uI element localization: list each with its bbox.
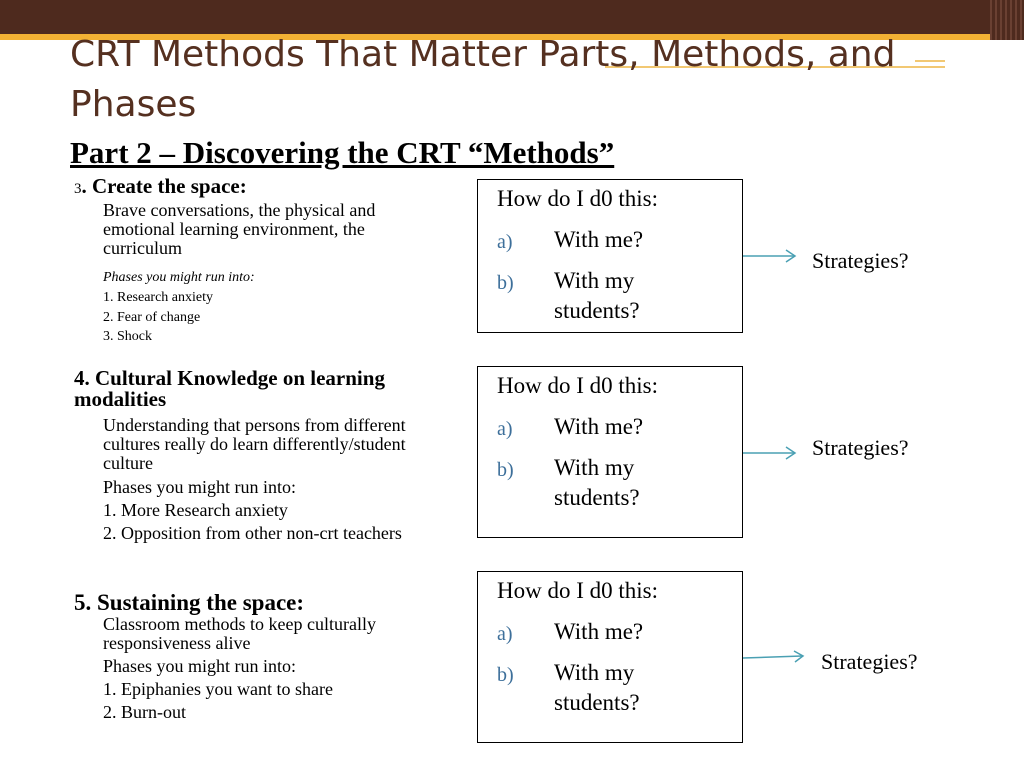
section-heading: 5. Sustaining the space:	[74, 590, 305, 615]
arrow-right-icon	[742, 248, 798, 264]
section-number: 3	[74, 181, 82, 197]
list-text: With me?	[554, 619, 644, 644]
how-box	[477, 366, 743, 538]
phase-item: 1. Research anxiety	[103, 290, 214, 305]
list-text: With my students?	[554, 660, 640, 715]
phases-label: Phases you might run into:	[103, 270, 255, 285]
strategies-label: Strategies?	[812, 248, 909, 273]
list-letter: a)	[497, 231, 513, 253]
slide-subtitle: Part 2 – Discovering the CRT “Methods”	[70, 135, 615, 170]
list-letter: a)	[497, 623, 513, 645]
section-description: Understanding that persons from different cultures really do learn differently/student culture	[103, 415, 406, 473]
phase-item: 2. Opposition from other non-crt teachers	[103, 523, 402, 543]
box-question: How do I d0 this:	[497, 186, 658, 211]
slide-title: CRT Methods That Matter Parts, Methods, and Phases	[70, 34, 896, 125]
phases-label: Phases you might run into:	[103, 656, 296, 676]
header-stripes	[990, 0, 1024, 40]
how-box	[477, 179, 743, 333]
phase-item: 1. Epiphanies you want to share	[103, 679, 333, 699]
arrow-right-icon	[742, 445, 798, 461]
phase-item: 2. Burn-out	[103, 702, 186, 722]
list-letter: a)	[497, 418, 513, 440]
list-text: With my students?	[554, 455, 640, 510]
list-letter: b)	[497, 459, 514, 481]
header-bar	[0, 0, 1024, 34]
list-text: With my students?	[554, 268, 640, 323]
phases-label: Phases you might run into:	[103, 477, 296, 497]
arrow-right-icon	[742, 650, 806, 666]
phase-item: 3. Shock	[103, 329, 152, 344]
section-heading: 4. Cultural Knowledge on learning modalities	[74, 366, 385, 411]
list-letter: b)	[497, 664, 514, 686]
strategies-label: Strategies?	[821, 649, 918, 674]
box-question: How do I d0 this:	[497, 373, 658, 398]
list-letter: b)	[497, 272, 514, 294]
strategies-label: Strategies?	[812, 435, 909, 460]
box-question: How do I d0 this:	[497, 578, 658, 603]
section-title: . Create the space:	[81, 174, 247, 198]
how-box	[477, 571, 743, 743]
list-text: With me?	[554, 227, 644, 252]
phase-item: 2. Fear of change	[103, 310, 201, 325]
section-heading	[74, 176, 247, 200]
list-text: With me?	[554, 414, 644, 439]
section-description: Brave conversations, the physical and emotional learning environment, the curriculum	[103, 200, 376, 258]
phase-item: 1. More Research anxiety	[103, 500, 288, 520]
section-description: Classroom methods to keep culturally responsiveness alive	[103, 614, 376, 653]
